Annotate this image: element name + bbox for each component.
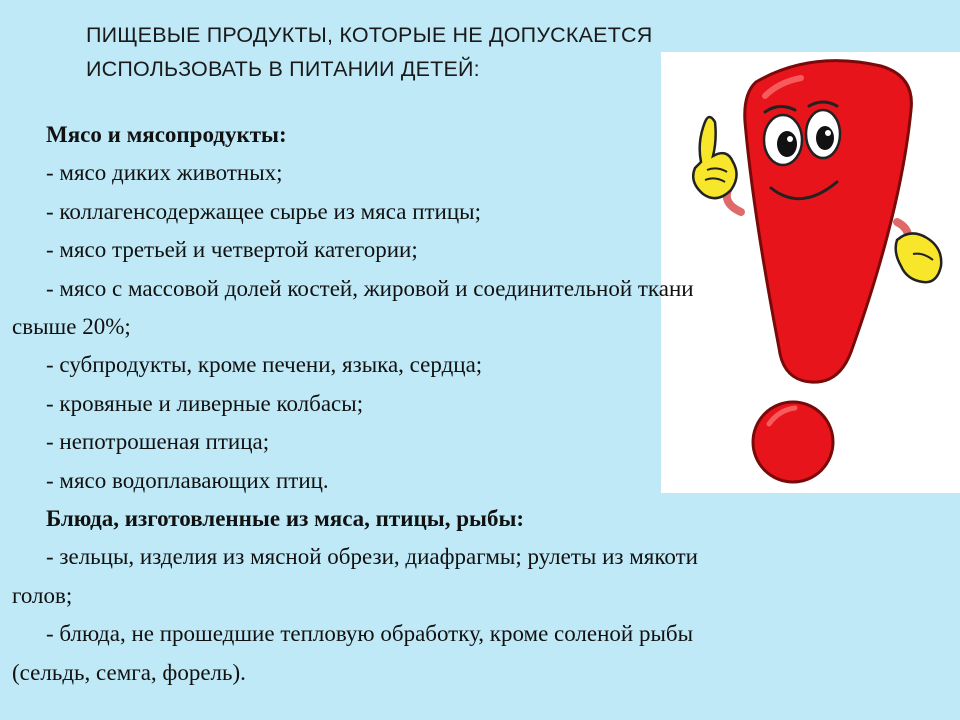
section-heading-dishes: Блюда, изготовленные из мяса, птицы, рыбы: xyxy=(46,506,525,532)
list-item: - мясо диких животных; xyxy=(46,160,283,186)
list-item: - непотрошеная птица; xyxy=(46,429,270,455)
list-item: - субпродукты, кроме печени, языка, сердца; xyxy=(46,352,483,378)
slide-title-line-2: ИСПОЛЬЗОВАТЬ В ПИТАНИИ ДЕТЕЙ: xyxy=(86,57,480,81)
section-heading-meat: Мясо и мясопродукты: xyxy=(46,122,287,147)
list-item: - мясо с массовой долей костей, жировой и соединительной ткани xyxy=(46,275,694,301)
list-item: - мясо третьей и четвертой категории; xyxy=(46,237,418,263)
content-text xyxy=(12,116,952,692)
list-item: - мясо водоплавающих птиц. xyxy=(46,467,329,493)
list-item-continuation: голов; xyxy=(12,582,73,608)
list-item: - коллагенсодержащее сырье из мяса птицы; xyxy=(46,198,482,224)
list-item-continuation: свыше 20%; xyxy=(12,314,131,340)
list-item: - блюда, не прошедшие тепловую обработку, кроме соленой рыбы xyxy=(46,621,694,647)
slide-title-line-1: ПИЩЕВЫЕ ПРОДУКТЫ, КОТОРЫЕ НЕ ДОПУСКАЕТСЯ xyxy=(86,23,653,47)
list-item: - кровяные и ливерные колбасы; xyxy=(46,390,364,416)
list-item: - зельцы, изделия из мясной обрези, диафрагмы; рулеты из мякоти xyxy=(46,544,698,570)
list-item-continuation: (сельдь, семга, форель). xyxy=(12,659,246,685)
